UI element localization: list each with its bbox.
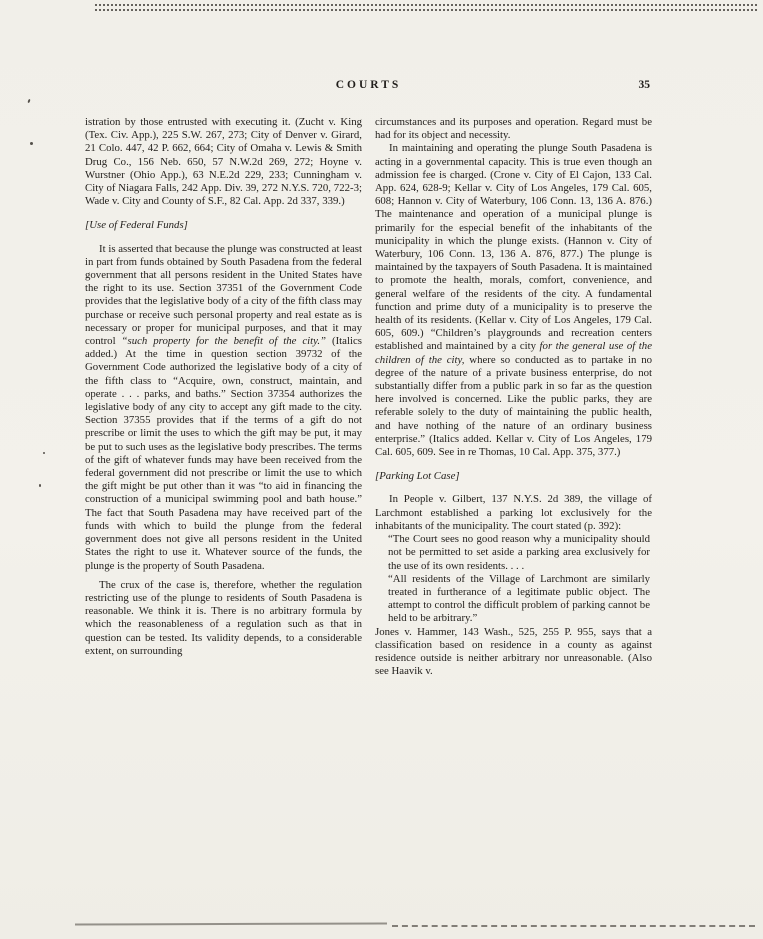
- page-body: [85, 116, 652, 678]
- scan-speck: [30, 142, 33, 145]
- running-header: [85, 79, 652, 95]
- page-number: 35: [638, 79, 650, 91]
- scan-artifact-rule-bottom-left: [75, 922, 387, 925]
- right-column: [375, 116, 652, 678]
- scan-speck: [39, 484, 41, 487]
- scan-artifact-dotted-rule-top: [95, 4, 757, 6]
- block-quote: “The Court sees no good reason why a municipality should not be permitted to set aside a parking area exclusively for the use of its own residents. . . .: [388, 533, 650, 572]
- paragraph: It is asserted that because the plunge was constructed at least in part from funds obtained by South Pasadena from the federal government that all persons resident in the United States have the right to its use. Section 37351 of the Government Code provides that the legislative body of a city of the fifth class may purchase or receive such personal property and real estate as is necessary or proper for municipal purposes, and that it may control “such property for the benefit of the city.” (Italics added.) At the time in question section 39732 of the Government Code authorized the legislative body of a city of the fifth class to “Acquire, own, construct, maintain, and operate . . . parks, and baths.” Section 37354 authorizes the legislative body of any city to accept any gift made to the city. Section 37355 provides that if the terms of a gift do not prescribe or limit the uses to which the gift may be put, it may be put to such uses as the legislative body prescribes. The terms of the gift of whatever funds may have been received from the federal government did not prescribe or limit the use to which the gift might be put other than it was “to aid in financing the construction of a municipal swimming pool and bath house.” The fact that South Pasadena may have received part of the funds with which to build the plunge from the federal government does not give all persons resident in the United States the right to use it. Whatever source of the funds, the plunge is the property of South Pasadena.: [85, 242, 362, 572]
- section-heading-parking-lot-case: [Parking Lot Case]: [375, 470, 460, 483]
- paragraph: In maintaining and operating the plunge South Pasadena is acting in a governmental capacity. This is true even though an admission fee is charged. (Crone v. City of El Cajon, 133 Cal. App. 624, 628-9; Kellar v. City of Los Angeles, 179 Cal. 605, 608; Hannon v. City of Waterbury, 106 Conn. 13, 136 A. 876.) The maintenance and operation of a municipal plunge is primarily for the especial benefit of the inhabitants of the municipality in which the plunge exists. (Hannon v. City of Waterbury, 106 Conn. 13, 136 A. 876, 877.) The plunge is maintained by the taxpayers of South Pasadena. It is maintained to promote the health, morals, comfort, convenience, and general welfare of the residents of the city. A fundamental function and prime duty of a municipality is to preserve the health of its residents. (Kellar v. City of Los Angeles, 179 Cal. 605, 609.) “Children’s playgrounds and recreation centers established and maintained by a city for the general use of the children of the city, where so conducted as to partake in no degree of the nature of a private business enterprise, do not substantially differ from a public park in so far as the question here involved is concerned. Like the public parks, they are referable solely to the duty of maintaining the public health, and have nothing of the nature of an ordinary business enterprise.” (Italics added. Kellar v. City of Los Angeles, 179 Cal. 605, 609. See in re Thomas, 10 Cal. App. 375, 377.): [375, 142, 652, 459]
- paragraph: In People v. Gilbert, 137 N.Y.S. 2d 389, the village of Larchmont established a parking lot exclusively for the inhabitants of the municipality. The court stated (p. 392):: [375, 493, 652, 532]
- scan-artifact-dotted-rule-top: [95, 9, 757, 11]
- scan-speck: [27, 99, 30, 103]
- scan-artifact-dotted-rule-bottom-right: [392, 925, 755, 927]
- block-quote: “All residents of the Village of Larchmont are similarly treated in furtherance of a legitimate public object. The attempt to control the difficult problem of parking cannot be held to be arbitrary.”: [388, 572, 650, 625]
- paragraph: The crux of the case is, therefore, whether the regulation restricting use of the plunge to residents of South Pasadena is reasonable. We think it is. There is no arbitrary formula by which the reasonableness of a regulation such as that in question can be tested. Its validity depends, to a considerable extent, on surrounding: [85, 578, 362, 657]
- paragraph-continuation: circumstances and its purposes and operation. Regard must be had for its object and necessity.: [375, 116, 652, 142]
- paragraph-continuation: istration by those entrusted with executing it. (Zucht v. King (Tex. Civ. App.), 225 S.W. 267, 273; City of Denver v. Girard, 21 Colo. 447, 42 P. 662, 664; City of Omaha v. Lewis & Smith Drug Co., 156 Neb. 650, 57 N.W.2d 269, 272; Hoyne v. Wurstner (Ohio App.), 63 N.E.2d 229, 233; Cunningham v. City of Niagara Falls, 242 App. Div. 39, 272 N.Y.S. 720, 722-3; Wade v. City and County of S.F., 82 Cal. App. 2d 337, 339.): [85, 116, 362, 208]
- scan-speck: [43, 452, 45, 454]
- section-heading-use-of-federal-funds: [Use of Federal Funds]: [85, 219, 188, 232]
- running-header-title: COURTS: [335, 79, 402, 91]
- paragraph-continuation: Jones v. Hammer, 143 Wash., 525, 255 P. 955, says that a classification based on residence in a county as against residence outside is neither arbitrary nor unreasonable. (Also see Haavik v.: [375, 625, 652, 678]
- left-column: [85, 116, 362, 678]
